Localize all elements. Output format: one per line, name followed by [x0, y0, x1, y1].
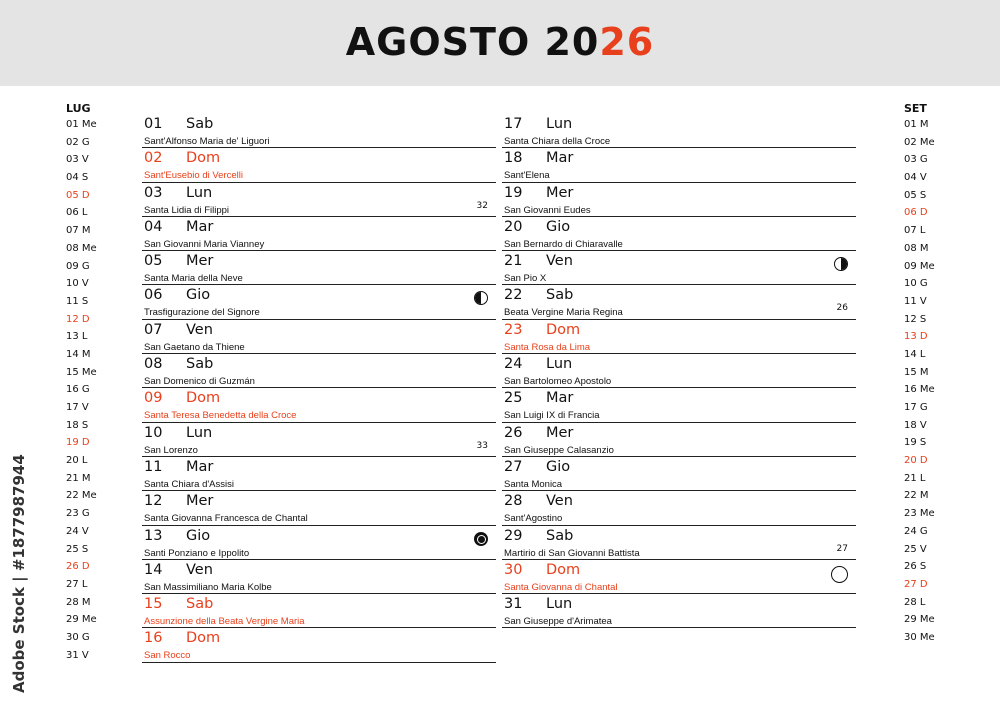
mini-day: 22 M [904, 490, 929, 502]
day-row [142, 423, 496, 457]
title-prefix: AGOSTO 20 [345, 20, 600, 64]
day-row [142, 628, 496, 662]
day-number: 02 [144, 150, 163, 167]
mini-day: 29 Me [904, 614, 935, 626]
saint-name: Beata Vergine Maria Regina [504, 307, 623, 319]
day-row [142, 457, 496, 491]
mini-day: 03 G [904, 154, 928, 166]
prev-month-list [66, 116, 97, 664]
prev-month-label: LUG [66, 102, 91, 115]
mini-day: 30 Me [904, 631, 935, 643]
mini-day: 14 L [904, 348, 926, 360]
day-number: 12 [144, 493, 163, 510]
mini-day: 16 Me [904, 384, 935, 396]
title-banner [0, 0, 1000, 86]
day-weekday: Dom [546, 321, 581, 338]
mini-day: 12 S [904, 313, 927, 325]
mini-day: 08 M [904, 242, 929, 254]
saint-name: Assunzione della Beata Vergine Maria [144, 616, 305, 628]
mini-day: 01 Me [66, 119, 97, 130]
mini-day: 19 S [904, 437, 927, 449]
day-weekday: Sab [186, 116, 214, 132]
day-weekday: Gio [186, 287, 211, 304]
saint-name: Santa Chiara d'Assisi [144, 478, 234, 490]
mini-day: 05 S [904, 189, 927, 201]
saint-name: Martirio di San Giovanni Battista [504, 547, 640, 559]
day-number: 25 [504, 390, 523, 407]
mini-day: 30 G [66, 631, 90, 643]
day-number: 30 [504, 561, 523, 578]
day-row [502, 114, 856, 148]
day-number: 14 [144, 561, 163, 578]
day-number: 06 [144, 287, 163, 304]
day-row [142, 560, 496, 594]
day-number: 17 [504, 116, 523, 132]
mini-day: 28 L [904, 596, 926, 608]
day-weekday: Dom [186, 630, 221, 647]
mini-day: 18 V [904, 419, 927, 431]
saint-name: Sant'Eusebio di Vercelli [144, 170, 243, 182]
day-weekday: Sab [546, 527, 574, 544]
mini-day: 10 V [66, 278, 89, 290]
day-number: 20 [504, 218, 523, 235]
mini-day: 27 L [66, 578, 88, 590]
day-number: 27 [504, 458, 523, 475]
mini-day: 25 V [904, 543, 927, 555]
mini-day: 15 M [904, 366, 929, 378]
saint-name: Santa Giovanna di Chantal [504, 581, 618, 593]
day-weekday: Mar [186, 218, 214, 235]
mini-day: 04 V [904, 172, 927, 184]
mini-day: 04 S [66, 172, 89, 184]
day-row [502, 285, 856, 319]
saint-name: San Bartolomeo Apostolo [504, 376, 612, 388]
day-row [502, 423, 856, 457]
day-row [502, 560, 856, 594]
mini-day: 02 Me [904, 136, 935, 148]
day-row [502, 148, 856, 182]
day-row [142, 594, 496, 628]
mini-day: 24 V [66, 525, 89, 537]
day-number: 22 [504, 287, 523, 304]
day-number: 03 [144, 184, 163, 201]
next-month-column [904, 102, 935, 647]
mini-day: 26 D [66, 561, 90, 573]
day-number: 31 [504, 596, 523, 613]
day-row [142, 320, 496, 354]
saint-name: Santa Teresa Benedetta della Croce [144, 410, 297, 422]
mini-day: 23 G [66, 508, 90, 520]
mini-day: 05 D [66, 189, 90, 201]
day-weekday: Mer [546, 424, 574, 441]
mini-day: 02 G [66, 136, 90, 148]
mini-day: 14 M [66, 348, 91, 360]
mini-day: 31 V [66, 649, 89, 661]
saint-name: Santa Maria della Neve [144, 273, 243, 285]
day-weekday: Ven [546, 253, 573, 270]
day-row [502, 457, 856, 491]
mini-day: 12 D [66, 313, 90, 325]
day-weekday: Mar [546, 390, 574, 407]
mini-day: 21 M [66, 472, 91, 484]
week-number: 26 [836, 303, 848, 314]
mini-day: 17 G [904, 402, 928, 413]
day-row [142, 491, 496, 525]
mini-day: 20 L [66, 455, 88, 467]
moon-new-icon [474, 532, 488, 546]
day-number: 01 [144, 116, 163, 132]
mini-day: 06 D [904, 207, 928, 219]
saint-name: San Massimiliano Maria Kolbe [144, 581, 272, 593]
mini-day: 03 V [66, 154, 89, 166]
day-number: 18 [504, 150, 523, 167]
saint-name: San Giuseppe Calasanzio [504, 444, 614, 456]
day-number: 04 [144, 218, 163, 235]
saint-name: Sant'Elena [504, 170, 550, 182]
saint-name: Sant'Alfonso Maria de' Liguori [144, 136, 270, 147]
saint-name: San Luigi IX di Francia [504, 410, 600, 422]
mini-day: 01 M [904, 119, 929, 130]
day-number: 09 [144, 390, 163, 407]
day-row [142, 285, 496, 319]
mini-day: 10 G [904, 278, 928, 290]
saint-name: Santa Chiara della Croce [504, 136, 611, 147]
day-row [502, 320, 856, 354]
day-number: 13 [144, 527, 163, 544]
day-weekday: Mer [186, 493, 214, 510]
day-row [502, 594, 856, 628]
day-number: 24 [504, 356, 523, 373]
day-row [502, 183, 856, 217]
day-number: 15 [144, 596, 163, 613]
title-accent: 26 [599, 20, 655, 64]
day-row [142, 354, 496, 388]
day-number: 08 [144, 356, 163, 373]
day-weekday: Gio [546, 218, 571, 235]
day-row [502, 526, 856, 560]
day-row [142, 183, 496, 217]
day-weekday: Lun [546, 116, 573, 132]
mini-day: 20 D [904, 455, 928, 467]
saint-name: Santi Ponziano e Ippolito [144, 547, 250, 559]
day-number: 29 [504, 527, 523, 544]
saint-name: San Giovanni Eudes [504, 204, 591, 216]
day-row [142, 388, 496, 422]
day-number: 28 [504, 493, 523, 510]
day-number: 07 [144, 321, 163, 338]
day-row [502, 217, 856, 251]
mini-day: 13 L [66, 331, 88, 343]
day-number: 05 [144, 253, 163, 270]
mini-day: 16 G [66, 384, 90, 396]
saint-name: Santa Giovanna Francesca de Chantal [144, 513, 308, 525]
saint-name: Trasfigurazione del Signore [144, 307, 260, 319]
saint-name: Santa Monica [504, 478, 563, 490]
day-weekday: Dom [546, 561, 581, 578]
days-column-2 [502, 114, 856, 628]
day-weekday: Gio [546, 458, 571, 475]
day-weekday: Lun [186, 424, 213, 441]
day-number: 21 [504, 253, 523, 270]
day-row [142, 526, 496, 560]
day-row [142, 148, 496, 182]
mini-day: 24 G [904, 525, 928, 537]
day-number: 16 [144, 630, 163, 647]
saint-name: San Bernardo di Chiaravalle [504, 238, 623, 250]
mini-day: 11 S [66, 295, 89, 307]
day-weekday: Mar [186, 458, 214, 475]
next-month-label: SET [904, 102, 927, 115]
mini-day: 18 S [66, 419, 89, 431]
stock-watermark: Adobe Stock | #1877987944 [10, 454, 28, 693]
day-weekday: Gio [186, 527, 211, 544]
week-number: 33 [476, 440, 488, 451]
days-column-1 [142, 114, 496, 663]
day-weekday: Mer [546, 184, 574, 201]
day-weekday: Mar [546, 150, 574, 167]
mini-day: 27 D [904, 578, 928, 590]
saint-name: Santa Rosa da Lima [504, 341, 591, 353]
mini-day: 07 L [904, 225, 926, 237]
day-number: 26 [504, 424, 523, 441]
day-weekday: Lun [546, 356, 573, 373]
moon-full-icon [831, 566, 848, 583]
moon-last-icon [474, 291, 488, 305]
day-weekday: Dom [186, 150, 221, 167]
mini-day: 21 L [904, 472, 926, 484]
day-weekday: Sab [186, 356, 214, 373]
day-number: 10 [144, 424, 163, 441]
day-number: 19 [504, 184, 523, 201]
moon-first-icon [834, 257, 848, 271]
day-row [142, 217, 496, 251]
day-weekday: Lun [186, 184, 213, 201]
mini-day: 09 G [66, 260, 90, 272]
mini-day: 25 S [66, 543, 89, 555]
saint-name: San Domenico di Guzmán [144, 376, 255, 388]
saint-name: Santa Lidia di Filippi [144, 204, 230, 216]
mini-day: 23 Me [904, 508, 935, 520]
page-title [0, 20, 1000, 64]
mini-day: 22 Me [66, 490, 97, 502]
day-row [502, 354, 856, 388]
mini-day: 19 D [66, 437, 90, 449]
mini-day: 29 Me [66, 614, 97, 626]
mini-day: 26 S [904, 561, 927, 573]
mini-day: 28 M [66, 596, 91, 608]
mini-day: 17 V [66, 402, 89, 413]
mini-day: 09 Me [904, 260, 935, 272]
day-weekday: Lun [546, 596, 573, 613]
day-weekday: Mer [186, 253, 214, 270]
day-weekday: Sab [186, 596, 214, 613]
day-row [142, 251, 496, 285]
day-weekday: Ven [186, 561, 213, 578]
mini-day: 06 L [66, 207, 88, 219]
day-number: 11 [144, 458, 163, 475]
saint-name: San Pio X [504, 273, 547, 285]
week-number: 27 [836, 543, 848, 554]
day-row [502, 491, 856, 525]
day-weekday: Ven [186, 321, 213, 338]
saint-name: San Giovanni Maria Vianney [144, 238, 265, 250]
mini-day: 08 Me [66, 242, 97, 254]
day-number: 23 [504, 321, 523, 338]
day-row [502, 251, 856, 285]
saint-name: Sant'Agostino [504, 513, 563, 525]
saint-name: San Lorenzo [144, 444, 198, 456]
saint-name: San Rocco [144, 650, 191, 662]
day-weekday: Dom [186, 390, 221, 407]
mini-day: 07 M [66, 225, 91, 237]
day-weekday: Sab [546, 287, 574, 304]
week-number: 32 [476, 200, 488, 211]
day-row [502, 388, 856, 422]
saint-name: San Gaetano da Thiene [144, 341, 245, 353]
next-month-list [904, 116, 935, 647]
mini-day: 15 Me [66, 366, 97, 378]
day-weekday: Ven [546, 493, 573, 510]
saint-name: San Giuseppe d'Arimatea [504, 616, 612, 628]
day-row [142, 114, 496, 148]
mini-day: 13 D [904, 331, 928, 343]
mini-day: 11 V [904, 295, 927, 307]
prev-month-column [66, 102, 97, 664]
